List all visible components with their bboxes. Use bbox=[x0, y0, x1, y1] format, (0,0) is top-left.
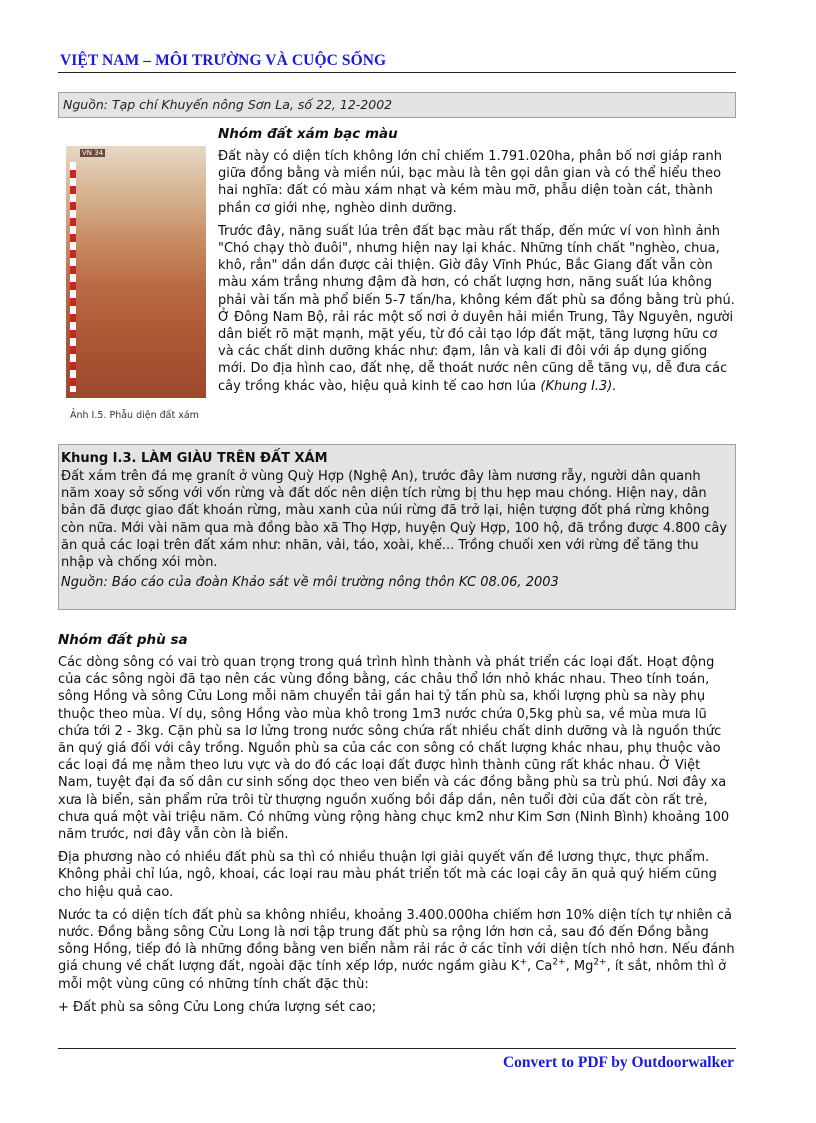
paragraph-text: Nước ta có diện tích đất phù sa không nhiều, khoảng 3.400.000ha chiếm hơn 10% diện tích tự nhiên cả nước. Đồng bằng sông Cửu Long là nơi tập trung đất phù sa rộng lớn hơn cả, sau đó đến Đồng bằng sông Hồng, tiếp đó là những đồng bằng ven biển nằm rải rác ở các tỉnh với diện tích nhỏ hơn. Nếu đánh giá chung về chất lượng đất, ngoài đặc tính xếp lớp, nước ngầm giàu K bbox=[58, 907, 735, 975]
figure-soil-profile bbox=[64, 146, 212, 432]
section-heading: Nhóm đất phù sa bbox=[58, 632, 188, 648]
measuring-ruler bbox=[70, 162, 76, 392]
superscript: 2+ bbox=[552, 958, 566, 969]
section-grey-soil bbox=[218, 126, 736, 401]
photo-caption: Ảnh I.5. Phẫu diện đất xám bbox=[70, 410, 199, 421]
paragraph-text: , Mg bbox=[565, 959, 594, 975]
paragraph-text: Trước đây, năng suất lúa trên đất bạc màu rất thấp, đến mức ví von hình ảnh "Chó chạy thò đuôi", nhưng hiện nay lại khác. Những tính chất "nghèo, chua, khô, rắn" dần dần được cải thiện. Giờ đây Vĩnh Phúc, Bắc Giang đất vẫn còn màu xám trắng nhưng đậm đà hơn, có chất lượng hơn, năng suất lúa không phải vài tấn mà phổ biến 5-7 tấn/ha, không kém đất phù sa đồng bằng trù phú. Ở Đông Nam Bộ, rải rác một số nơi ở duyên hải miền Trung, Tây Nguyên, người dân biết rõ mặt mạnh, mặt yếu, từ đó cải tạo lớp đất mặt, tăng lượng hữu cơ và các chất dinh dưỡng khác như: đạm, lân và kali đi đôi với áp dụng giống mới. Do địa hình cao, đất nhẹ, dễ thoát nước nên cũng dễ tăng vụ, dễ đưa các cây trồng khác vào, hiệu quả kinh tế cao hơn lúa bbox=[218, 223, 735, 394]
box-reference: (Khung I.3). bbox=[540, 378, 617, 394]
soil-profile-photo bbox=[66, 146, 206, 398]
paragraph-text: , ít sắt, nhôm thì ở mỗi một vùng cũng có những tính chất đặc thù: bbox=[58, 959, 727, 992]
superscript: 2+ bbox=[593, 958, 607, 969]
paragraph: Địa phương nào có nhiều đất phù sa thì có nhiều thuận lợi giải quyết vấn đề lương thực, thực phẩm. Không phải chỉ lúa, ngô, khoai, các loại rau màu phát triển tốt mà các loại cây ăn quả quý hiếm cũng cho hiệu quả cao. bbox=[58, 850, 717, 900]
paragraph bbox=[58, 907, 736, 993]
paragraph: Đất này có diện tích không lớn chỉ chiếm 1.791.020ha, phân bố nơi giáp ranh giữa đồng bằng và miền núi, bạc màu là tên gọi dân gian và có thể hiểu theo hai nghĩa: đất có màu xám nhạt và kém màu mỡ, phẫu diện toàn cát, thành phần cơ giới nhẹ, nghèo dinh dưỡng. bbox=[218, 149, 722, 216]
paragraph bbox=[218, 223, 736, 395]
section-heading: Nhóm đất xám bạc màu bbox=[218, 126, 398, 142]
source-note-box bbox=[58, 92, 736, 118]
superscript: + bbox=[519, 958, 527, 969]
footer-rule bbox=[58, 1048, 736, 1049]
info-box-khung-i3 bbox=[58, 444, 736, 610]
source-note: Nguồn: Tạp chí Khuyến nông Sơn La, số 22, 12-2002 bbox=[63, 97, 393, 112]
photo-tag: VN 34 bbox=[82, 149, 104, 157]
paragraph-text: , Ca bbox=[527, 959, 553, 975]
box-body: Đất xám trên đá mẹ granít ở vùng Quỳ Hợp (Nghệ An), trước đây làm nương rẫy, người dân quanh năm xoay sở sống với vốn rừng và đất dốc nên diện tích rừng bị thu hẹp mau chóng. Hiện nay, dân bản đã được giao đất khoán rừng, màu xanh của núi rừng đã trở lại, hiện tượng đốt phá rừng không còn nữa. Mới vài năm qua mà đồng bào xã Thọ Hợp, huyện Quỳ Hợp, 100 hộ, đã trồng được 4.800 cây ăn quả các loại trên đất xám như: nhãn, vải, táo, xoài, khế... Trồng chuối xen với rừng để tăng thu nhập và chống xói mòn. bbox=[61, 469, 728, 571]
paragraph: + Đất phù sa sông Cửu Long chứa lượng sét cao; bbox=[58, 999, 377, 1015]
header-title: VIỆT NAM – MÔI TRƯỜNG VÀ CUỘC SỐNG bbox=[60, 52, 387, 69]
box-title: Khung I.3. LÀM GIÀU TRÊN ĐẤT XÁM bbox=[61, 451, 328, 466]
box-source: Nguồn: Báo cáo của đoàn Khảo sát về môi trường nông thôn KC 08.06, 2003 bbox=[61, 575, 559, 591]
page-header bbox=[58, 50, 736, 73]
footer-text: Convert to PDF by Outdoorwalker bbox=[502, 1054, 734, 1071]
paragraph: Các dòng sông có vai trò quan trọng trong quá trình hình thành và phát triển các loại đất. Hoạt động của các sông ngòi đã tạo nên các vùng đồng bằng, các châu thổ lớn nhỏ khác nhau. Theo tính toán, sông Hồng và sông Cửu Long mỗi năm chuyển tải gần hai tỷ tấn phù sa, khối lượng phù sa này phụ thuộc theo mùa. Ví dụ, sông Hồng vào mùa khô trong 1m3 nước chứa 0,5kg phù sa, về mùa mưa lũ chứa tới 2 - 3kg. Cặn phù sa lơ lửng trong nước sông chứa rất nhiều chất dinh dưỡng và là nguồn thức ăn quý giá đối với cây trồng. Nguồn phù sa của các con sông có chất lượng khác nhau, phụ thuộc vào các loại đá mẹ nằm theo lưu vực và do đó các loại đất được hình thành cũng rất khác nhau. Ở Việt Nam, tuyệt đại đa số dân cư sinh sống dọc theo ven biển và các đồng bằng phù sa trù phú. Nơi đây xa xưa là biển, sản phẩm rửa trôi từ thượng nguồn xuống bồi đắp dần, nên tuổi đời của đất còn rất trẻ, chưa quá một vài triệu năm. Có những vùng rộng hàng chục km2 như Kim Sơn (Ninh Bình) khoảng 100 năm trước, nơi đây vẫn còn là biển. bbox=[58, 655, 730, 843]
section-alluvial-soil bbox=[58, 632, 736, 1022]
